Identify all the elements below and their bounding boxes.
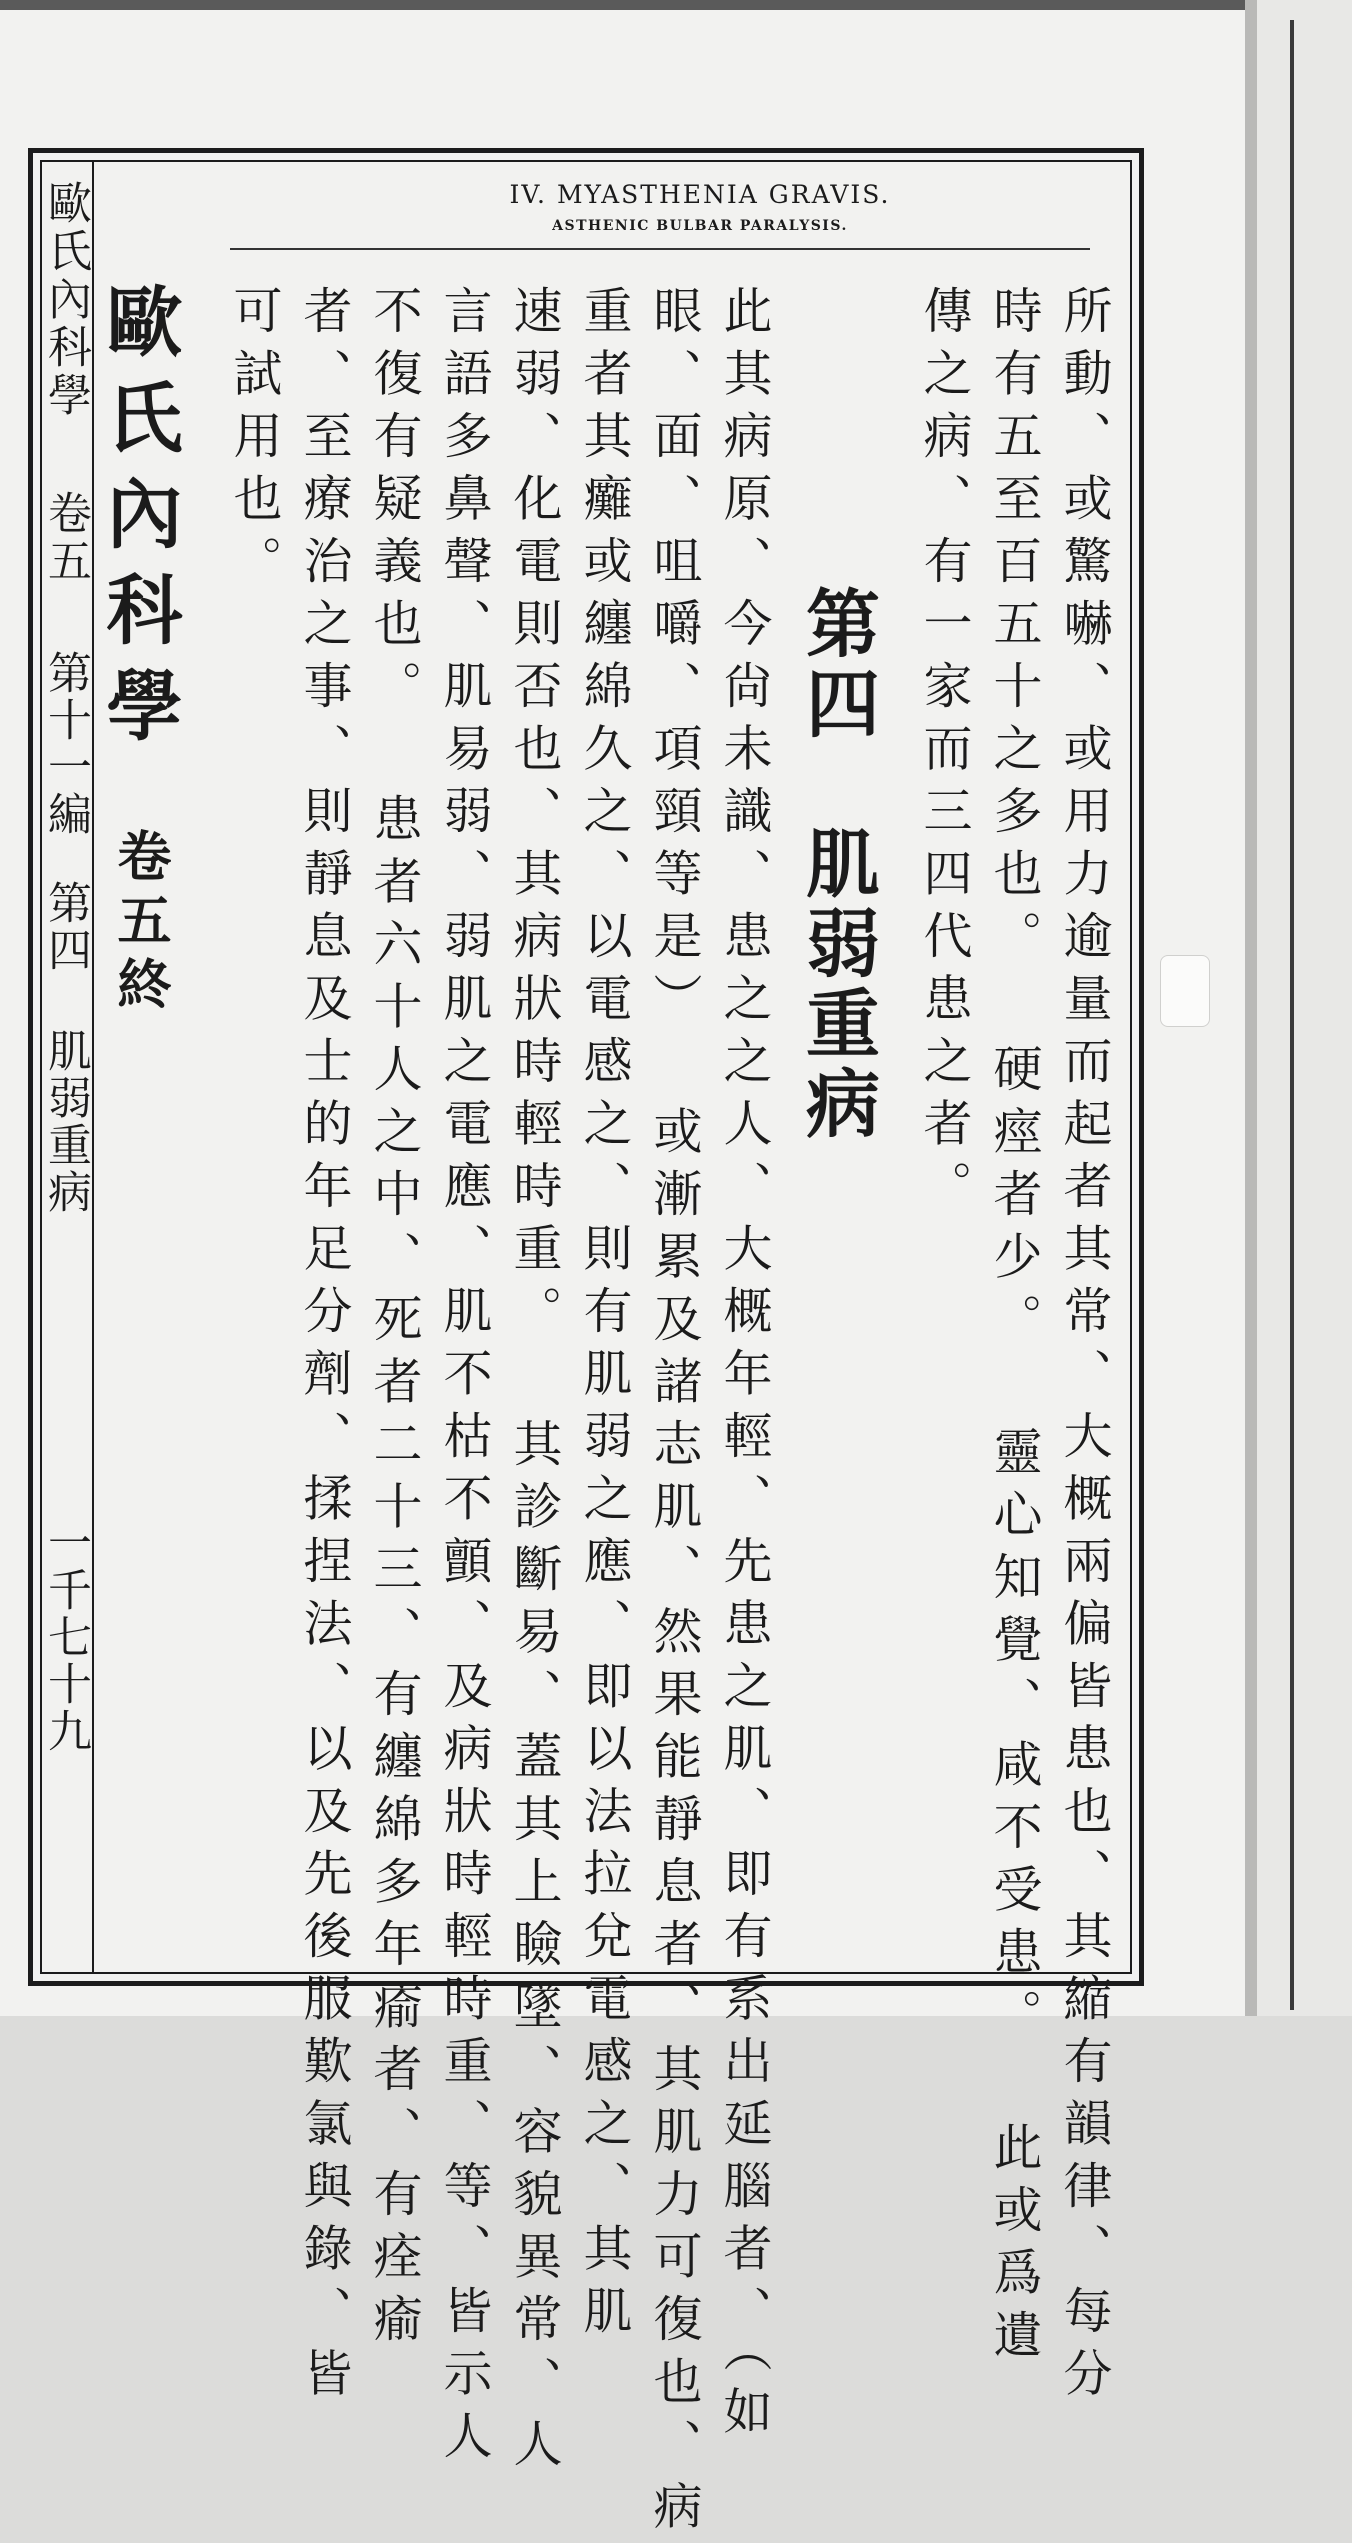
- page-number: 一千七十九: [40, 1520, 91, 1755]
- scan-top-edge: [0, 0, 1245, 10]
- colophon-volume-end: 卷五終: [109, 828, 173, 1020]
- margin-volume: 卷五: [40, 490, 91, 586]
- header-rule: [230, 248, 1090, 250]
- page-tab-marker: [1160, 955, 1210, 1027]
- body-column: 可試用也。: [226, 285, 283, 598]
- body-column: 重者其癱或纏綿久之、以電感之、則有肌弱之應、即以法拉兌電感之、其肌: [576, 285, 633, 2348]
- body-column: 不復有疑義也。 患者六十人之中、死者二十三、有纏綿多年瘉者、有痊瘉: [366, 285, 423, 2356]
- binding-gutter: [1245, 0, 1257, 2016]
- body-column: 傳之病、有一家而三四代患之者。: [916, 285, 973, 1223]
- body-column: 時有五至百五十之多也。 硬痙者少。 靈心知覺、咸不受患。 此或爲遺: [986, 285, 1043, 2372]
- body-column: 者、至療治之事、則靜息及士的年足分劑、揉捏法、以及先後服歎氯與錄、皆: [296, 285, 353, 2410]
- adjacent-page-frame-rule: [1290, 20, 1294, 2010]
- chapter-heading: 第四 肌弱重病: [794, 585, 880, 1145]
- colophon-book-title: 歐氏內科學: [94, 282, 183, 762]
- body-column: 速弱、化電則否也、其病狀時輕時重。 其診斷易、蓋其上瞼墜、容貌異常、人: [506, 285, 563, 2481]
- adjacent-page-edge: [1257, 0, 1352, 2016]
- body-column: 眼、面、咀嚼、項頸等是） 或漸累及諸志肌、然果能靜息者、其肌力可復也、病: [646, 285, 703, 2543]
- margin-section: 第四 肌弱重病: [40, 880, 91, 1216]
- margin-part: 第十一編: [40, 650, 91, 838]
- body-column: 言語多鼻聲、肌易弱、弱肌之電應、肌不枯不顫、及病狀時輕時重、等、皆示人: [436, 285, 493, 2473]
- english-header-subtitle: ASTHENIC BULBAR PARALYSIS.: [552, 218, 848, 234]
- body-column: 此其病原、今尙未識、患之之人、大概年輕、先患之肌、即有系出延腦者、（如: [716, 285, 773, 2448]
- margin-book-title: 歐氏內科學: [40, 180, 91, 420]
- english-header-title: IV. MYASTHENIA GRAVIS.: [509, 180, 891, 209]
- body-column: 所動、或驚嚇、或用力逾量而起者其常、大概兩偏皆患也、其縮有韻律、每分: [1056, 285, 1113, 2410]
